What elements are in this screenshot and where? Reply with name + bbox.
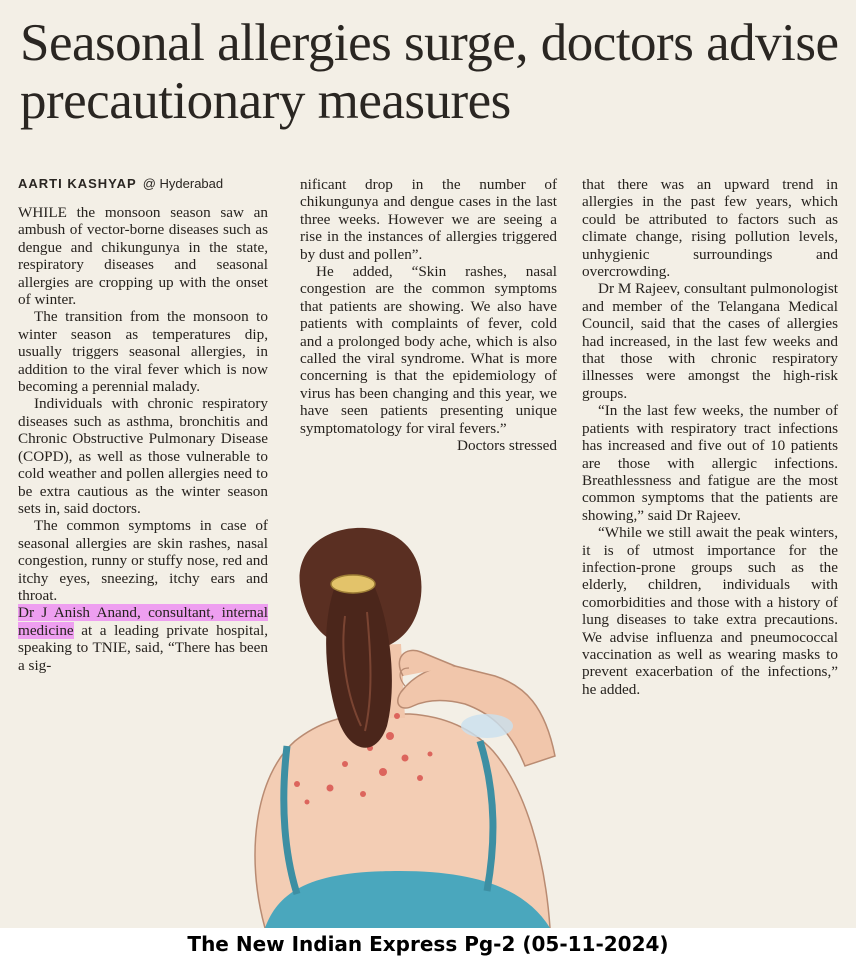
article-column-2 <box>300 176 557 455</box>
paragraph: “In the last few weeks, the number of patients with respiratory tract infections has increased and five out of 10 patients are those with allergic infections. Breathlessness and fatigue are the most common symptoms that the patients are showing,” said Dr Rajeev. <box>582 402 838 524</box>
paragraph: Individuals with chronic respiratory diseases such as asthma, bronchitis and Chronic Obstructive Pulmonary Disease (COPD), as well as those vulnerable to cold weather and pollen allergies need to be extra cautious as the winter season sets in, said doctors. <box>18 395 268 517</box>
woman-scratching-neck-illustration <box>225 526 580 928</box>
paragraph: WHILE the monsoon season saw an ambush of vector-borne diseases such as dengue and chikungunya in the state, respiratory diseases and seasonal allergies are cropping up with the onset of winter. <box>18 204 268 309</box>
headline: Seasonal allergies surge, doctors advise precautionary measures <box>20 14 839 130</box>
highlighted-name: Dr J Anish Anand, consultant, internal medicine <box>18 604 268 639</box>
paragraph: The transition from the monsoon to winter season as temperatures dip, usually triggers seasonal allergies, in addition to the viral fever which is now becoming a perennial malady. <box>18 308 268 396</box>
source-caption: The New Indian Express Pg-2 (05-11-2024) <box>187 932 669 956</box>
author-name: AARTI KASHYAP <box>18 176 137 191</box>
dateline: @ Hyderabad <box>142 176 224 191</box>
byline <box>18 176 223 191</box>
paragraph: Dr M Rajeev, consultant pulmonologist and member of the Telangana Medical Council, said that the cases of allergies had increased, in the last few weeks and that those with chronic respiratory illnesses were amongst the high-risk groups. <box>582 280 838 402</box>
paragraph: that there was an upward trend in allergies in the past few years, which could be attributed to factors such as climate change, rising pollution levels, unhygienic surroundings and overcrowding. <box>582 176 838 281</box>
paragraph: The common symptoms in case of seasonal allergies are skin rashes, nasal congestion, runny or stuffy nose, red and itchy eyes, sneezing, itchy ears and throat. <box>18 517 268 604</box>
paragraph-text: at a leading private hospital, speaking to TNIE, said, “There has been a sig- <box>18 621 268 674</box>
paragraph: nificant drop in the number of chikungunya and dengue cases in the last three weeks. However we are seeing a rise in the instances of allergies triggered by dust and pollen”. <box>300 176 557 263</box>
article-column-3 <box>582 176 838 698</box>
paragraph: “While we still await the peak winters, it is of utmost importance for the infection-prone groups such as the elderly, children, individuals with comorbidities and those with a history of lung diseases to take extra precautions. We advise influenza and pneumococcal vaccination as well as wearing masks to prevent exacerbation of the infections,” he added. <box>582 524 838 698</box>
paragraph: He added, “Skin rashes, nasal congestion are the common symptoms that patients are showing. We also have patients with complaints of fever, cold and a prolonged body ache, which is also called the viral syndrome. What is more concerning is that the epidemiology of virus has been changing and this year, we have seen patients presenting unique symptomatology for viral fevers.” <box>300 263 557 437</box>
paragraph: Doctors stressed <box>457 437 557 455</box>
